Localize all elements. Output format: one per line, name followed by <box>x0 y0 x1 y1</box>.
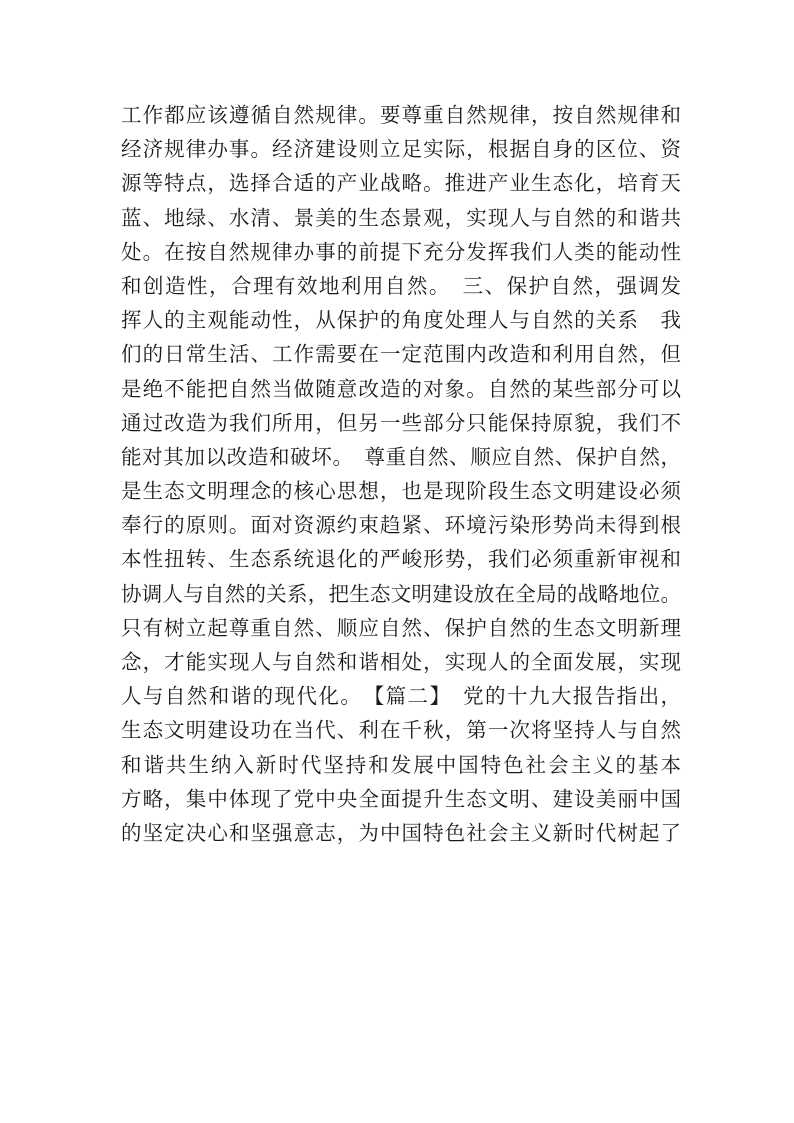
text-line-20: 和谐共生纳入新时代坚持和发展中国特色社会主义的基本 <box>121 752 681 777</box>
text-line-6: 和创造性，合理有效地利用自然。 三、保护自然，强调发 <box>121 273 681 298</box>
text-line-3: 源等特点，选择合适的产业战略。推进产业生态化，培育天 <box>121 171 681 196</box>
text-line-21: 方略，集中体现了党中央全面提升生态文明、建设美丽中国 <box>121 786 681 811</box>
text-line-16: 只有树立起尊重自然、顺应自然、保护自然的生态文明新理 <box>121 615 681 640</box>
text-line-12: 是生态文明理念的核心思想，也是现阶段生态文明建设必须 <box>121 479 681 504</box>
text-line-1: 工作都应该遵循自然规律。要尊重自然规律，按自然规律和 <box>121 103 681 127</box>
body-text <box>121 98 681 850</box>
text-line-22: 的坚定决心和坚强意志，为中国特色社会主义新时代树起了 <box>121 820 681 845</box>
text-line-17: 念，才能实现人与自然和谐相处，实现人的全面发展，实现 <box>121 650 681 674</box>
text-line-8: 们的日常生活、工作需要在一定范围内改造和利用自然，但 <box>121 342 681 367</box>
text-line-11: 能对其加以改造和破坏。 尊重自然、顺应自然、保护自然， <box>121 444 681 469</box>
text-line-19: 生态文明建设功在当代、利在千秋，第一次将坚持人与自然 <box>121 718 681 743</box>
text-line-18: 人与自然和谐的现代化。 【篇二】 党的十九大报告指出， <box>121 684 681 709</box>
text-line-15: 协调人与自然的关系，把生态文明建设放在全局的战略地位。 <box>121 581 681 606</box>
text-line-5: 处。在按自然规律办事的前提下充分发挥我们人类的能动性 <box>121 239 681 264</box>
text-line-13: 奉行的原则。面对资源约束趋紧、环境污染形势尚未得到根 <box>121 513 681 538</box>
text-line-14: 本性扭转、生态系统退化的严峻形势，我们必须重新审视和 <box>121 547 681 572</box>
text-line-9: 是绝不能把自然当做随意改造的对象。自然的某些部分可以 <box>121 376 681 401</box>
text-line-4: 蓝、地绿、水清、景美的生态景观，实现人与自然的和谐共 <box>121 205 681 230</box>
text-line-7: 挥人的主观能动性，从保护的角度处理人与自然的关系 我 <box>121 308 681 333</box>
text-line-2: 经济规律办事。经济建设则立足实际，根据自身的区位、资 <box>121 137 681 162</box>
text-line-10: 通过改造为我们所用，但另一些部分只能保持原貌，我们不 <box>121 410 681 435</box>
